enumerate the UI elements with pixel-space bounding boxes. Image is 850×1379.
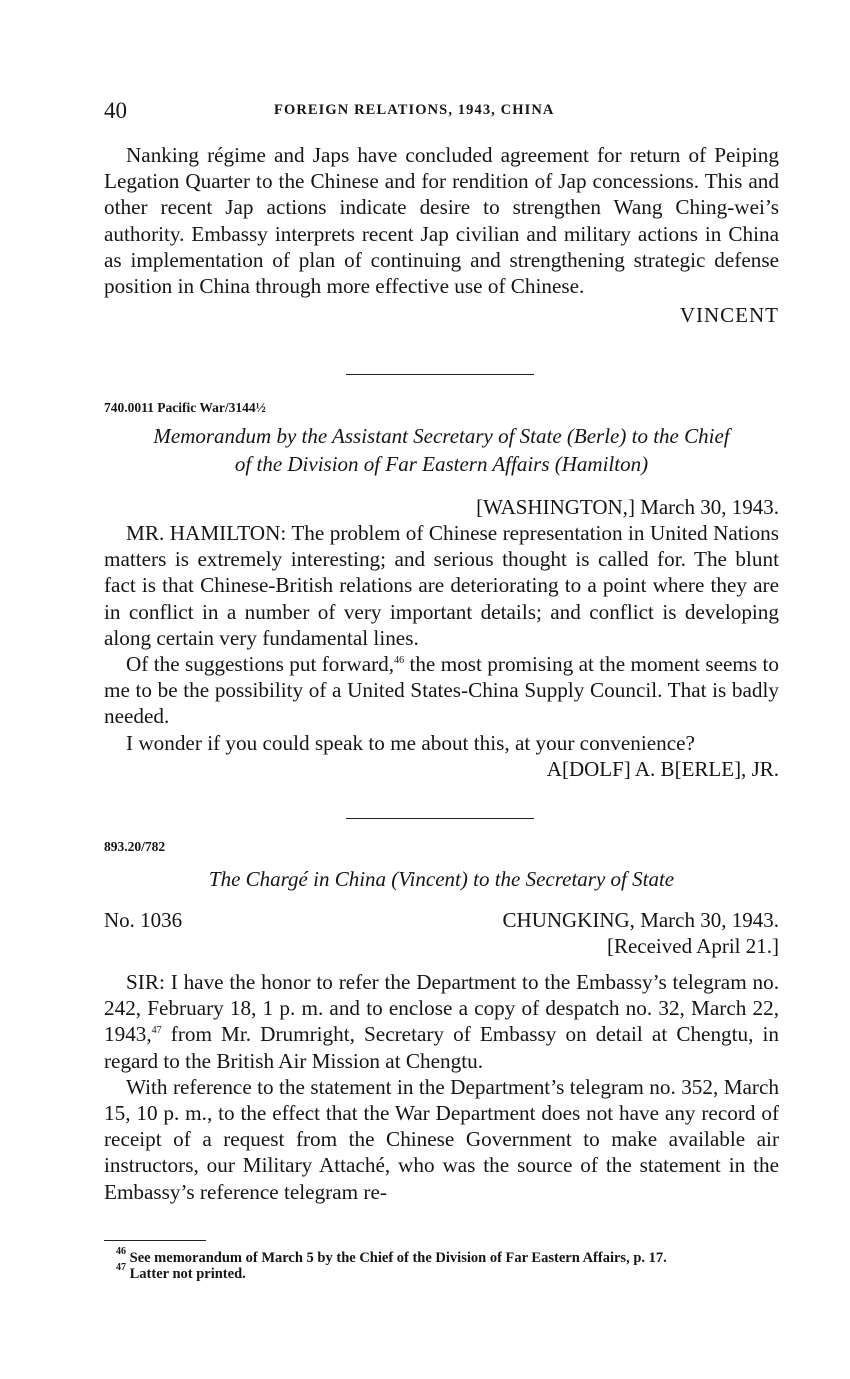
telegram-continuation [104, 142, 779, 328]
footnote-divider [104, 1240, 206, 1241]
footnote-47: $^{47}$ Latter not printed. [116, 1262, 246, 1282]
place-date: CHUNGKING, March 30, 1943. [502, 908, 779, 932]
signature-vincent: VINCENT [679, 303, 779, 328]
running-title: FOREIGN RELATIONS, 1943, CHINA [274, 102, 555, 118]
page-header [104, 98, 779, 128]
despatch-section [104, 839, 779, 1205]
file-number: 893.20/782 [104, 839, 166, 854]
section-divider [346, 374, 534, 375]
despatch-number: No. 1036 [104, 908, 183, 932]
salutation: SIR: [126, 970, 165, 994]
received-date: [Received April 21.] [606, 934, 779, 958]
despatch-paragraph-2: With reference to the statement in the Department’s telegram no. 352, March 15, 10 p. m., to the effect that the War Department does not have any record of receipt of a request from the Chinese Government to make available air instructors, our Military Attaché, who was the source of the statement in the Embassy’s reference telegram re- [104, 1074, 779, 1204]
memo-paragraph-3: I wonder if you could speak to me about this, at your convenience? [126, 730, 695, 755]
place-date-line: [WASHINGTON,] March 30, 1943. [476, 495, 779, 519]
section-divider [346, 818, 534, 819]
footnote-46: $^{46}$ See memorandum of March 5 by the Chief of the Division of Far Eastern Affairs, p. 17. [116, 1246, 667, 1266]
page-number: 40 [104, 98, 127, 123]
memo-paragraph-2: Of the suggestions put forward,$^{46}$ the most promising at the moment seems to me to be the possibility of a United States-China Supply Council. That is badly needed. [104, 652, 779, 729]
document-title: The Chargé in China (Vincent) to the Secretary of State [208, 867, 675, 891]
file-number: 740.0011 Pacific War/3144½ [104, 400, 266, 415]
footnote-ref-46: 46 [394, 655, 405, 667]
footnote-ref-47: 47 [151, 1025, 162, 1037]
telegram-paragraph: Nanking régime and Japs have concluded agreement for return of Peiping Legation Quarter to the Chinese and for rendition of Jap concessions. This and other recent Jap actions indicate desire to strengthen Wang Ching-wei’s authority. Embassy interprets recent Jap civilian and military actions in China as implementation of plan of continuing and strengthening strategic defense position in China through more effective use of Chinese. [104, 143, 779, 299]
memorandum-section [104, 400, 779, 782]
number-place-date-line [104, 907, 779, 933]
despatch-paragraph-1: SIR: I have the honor to refer the Department to the Embassy’s telegram no. 242, February 18, 1 p. m. and to enclose a copy of despatch no. 32, March 22, 1943,47 from Mr. Drumright, Secretary of Embassy on detail at Chengtu, in regard to the British Air Mission at Chengtu. [104, 970, 779, 1073]
document-title: Memorandum by the Assistant Secretary of State (Berle) to the Chief of the Division of Far Eastern Affairs (Hamilton) [153, 424, 730, 476]
signature-berle: A[DOLF] A. B[ERLE], JR. [546, 756, 779, 781]
memo-paragraph-1: MR. HAMILTON: The problem of Chinese representation in United Nations matters is extremely interesting; and serious thought is called for. The blunt fact is that Chinese-British relations are deteriorating to a point where they are in conflict in a number of very important details; and conflict is developing along certain very fundamental lines. [104, 521, 780, 650]
footnotes [104, 1246, 779, 1282]
salutation: MR. HAMILTON: [126, 521, 287, 545]
